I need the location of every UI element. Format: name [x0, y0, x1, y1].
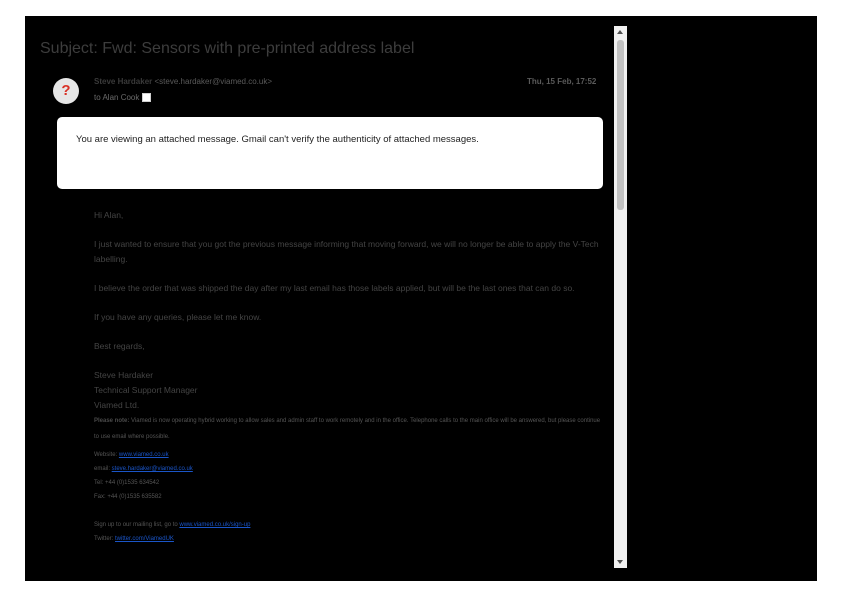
email-date: Thu, 15 Feb, 17:52 — [527, 77, 597, 86]
email-line: email: steve.hardaker@viamed.co.uk — [94, 466, 193, 472]
greeting: Hi Alan, — [94, 210, 124, 220]
website-line: Website: www.viamed.co.uk — [94, 452, 169, 458]
attachment-warning-text: You are viewing an attached message. Gmail can't verify the authenticity of attached messages. — [76, 134, 479, 145]
website-link[interactable]: www.viamed.co.uk — [118, 452, 169, 458]
email-subject: Subject: Fwd: Sensors with pre-printed address label — [40, 40, 415, 57]
fax-line: Fax: +44 (0)1535 635582 — [94, 494, 162, 500]
vertical-scrollbar[interactable] — [614, 26, 627, 568]
recipient-line — [94, 93, 151, 102]
twitter-line: Twitter: twitter.com/ViamedUK — [94, 536, 174, 542]
telephone-line: Tel: +44 (0)1535 634542 — [94, 480, 160, 486]
scroll-up-arrow-icon[interactable] — [617, 30, 623, 34]
spacer — [94, 504, 606, 518]
signature-title: Technical Support Manager — [94, 385, 198, 395]
sender-name[interactable]: Steve Hardaker — [94, 77, 153, 86]
email-body — [94, 208, 606, 546]
body-paragraph-1: I just wanted to ensure that you got the previous message informing that moving forward, we will no longer be able to apply the V-Tech labelling. — [94, 239, 599, 264]
body-paragraph-3: If you have any queries, please let me know. — [94, 312, 262, 322]
sender-line — [94, 77, 272, 86]
scroll-down-arrow-icon[interactable] — [617, 560, 623, 564]
twitter-link[interactable]: twitter.com/ViamedUK — [115, 536, 174, 542]
attachment-warning-banner — [57, 117, 603, 189]
mailing-list-link[interactable]: www.viamed.co.uk/sign-up — [179, 522, 251, 528]
body-paragraph-2: I believe the order that was shipped the day after my last email has those labels applied, but will be the last ones that can do so. — [94, 283, 575, 293]
scroll-thumb[interactable] — [617, 40, 624, 210]
signature-name: Steve Hardaker — [94, 370, 154, 380]
note-text: Viamed is now operating hybrid working to allow sales and admin staff to work remotely and in the office. Telephone calls to the main office will be answered, but please continue to use email where possible. — [94, 418, 601, 440]
recipient-label: to Alan Cook — [94, 93, 140, 102]
sender-avatar-icon[interactable]: ? — [53, 78, 79, 104]
recipient-details-toggle-icon[interactable] — [142, 93, 151, 102]
note-label: Please note: — [94, 418, 130, 424]
mailing-list-line: Sign up to our mailing list, go to www.viamed.co.uk/sign-up — [94, 522, 251, 528]
signature-company: Viamed Ltd. — [94, 400, 140, 410]
closing: Best regards, — [94, 341, 145, 351]
email-viewer — [25, 16, 817, 581]
email-link[interactable]: steve.hardaker@viamed.co.uk — [111, 466, 193, 472]
sender-email: <steve.hardaker@viamed.co.uk> — [154, 77, 273, 86]
hybrid-working-note — [94, 413, 606, 445]
